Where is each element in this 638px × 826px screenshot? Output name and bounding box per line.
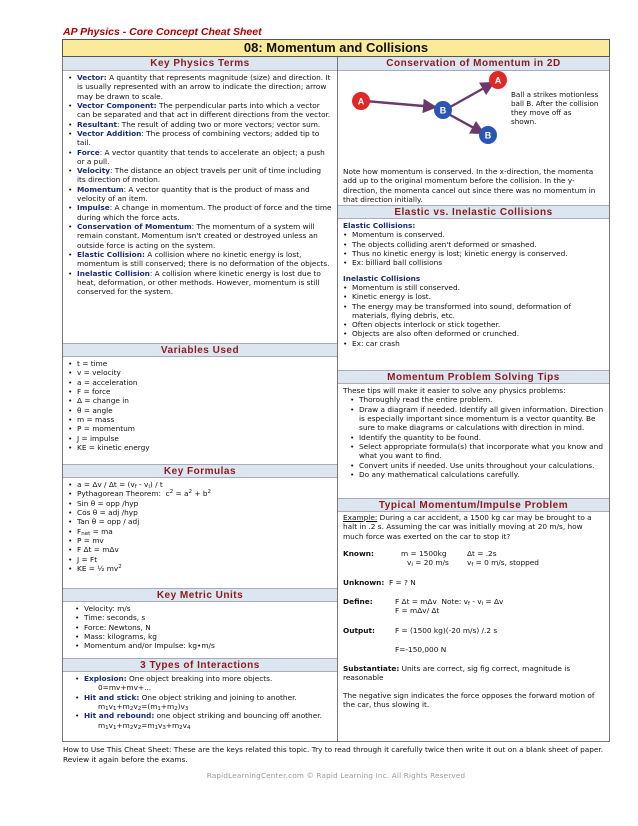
output-formula-2: F=-150,000 N bbox=[395, 644, 447, 654]
variable-item: • m = mass bbox=[68, 415, 332, 424]
elastic-section bbox=[338, 219, 609, 370]
elastic-list bbox=[343, 230, 604, 267]
interaction-item bbox=[75, 674, 332, 693]
tips-intro: These tips will make it easier to solve any physics problems: bbox=[343, 386, 566, 395]
elastic-label: Elastic Collisions: bbox=[343, 221, 416, 230]
output-label: Output: bbox=[343, 625, 375, 635]
define-label: Define: bbox=[343, 596, 373, 606]
app-title: AP Physics - Core Concept Cheat Sheet bbox=[63, 26, 262, 38]
content-grid bbox=[62, 57, 610, 742]
unknown-value: F = ? N bbox=[389, 577, 416, 587]
formula-item: • P = mv bbox=[68, 536, 332, 545]
elastic-label-text: Elastic Collisions bbox=[343, 221, 413, 230]
inelastic-item: • The energy may be transformed into sound, deformation of materials, flying debris, etc. bbox=[343, 302, 604, 321]
incoming-arrow bbox=[365, 101, 435, 107]
key-term-item bbox=[68, 203, 332, 222]
right-column bbox=[338, 57, 609, 741]
key-term: Momentum bbox=[77, 184, 124, 194]
key-term: Resultant bbox=[77, 119, 117, 129]
define-formula-1: F Δt = mΔv Note: $v_f - v_i = \Delta v$ bbox=[395, 596, 504, 607]
tips-header: Momentum Problem Solving Tips bbox=[338, 370, 609, 384]
spacer bbox=[343, 558, 395, 567]
variable-item: • θ = angle bbox=[68, 406, 332, 415]
interactions-list bbox=[68, 674, 332, 730]
known-row bbox=[343, 549, 604, 558]
known-mass: m = 1500kg bbox=[401, 548, 447, 558]
interaction-formula: $m_1v_1+m_2v_2=m_1v_3+m_2v_4$ bbox=[98, 720, 191, 731]
substantiate-label: Substantiate: bbox=[343, 664, 400, 674]
substantiate bbox=[343, 664, 604, 683]
known-initial-velocity: $v_i = 20$ m/s bbox=[407, 558, 449, 569]
define-formula-2: F = mΔv/ Δt bbox=[395, 606, 440, 616]
variable-item: • Δ = change in bbox=[68, 396, 332, 405]
interaction-term: Hit and rebound: bbox=[84, 711, 155, 721]
formulas-list bbox=[68, 480, 332, 573]
formula-item: • J = Ft bbox=[68, 555, 332, 564]
chapter-title: 08: Momentum and Collisions bbox=[62, 39, 610, 57]
tips-list bbox=[343, 395, 604, 479]
metric-units-section bbox=[63, 602, 337, 658]
formula-item: • $a = \Delta v / \Delta t = (v_f - v_i) / t$ bbox=[68, 480, 332, 489]
key-term-item bbox=[68, 222, 332, 250]
formulas-section bbox=[63, 478, 337, 588]
interaction-text: One object striking and joining to another. bbox=[139, 692, 297, 702]
key-term: Conservation of Momentum bbox=[77, 222, 192, 231]
problem-header: Typical Momentum/Impulse Problem bbox=[338, 498, 609, 512]
formula-item: • Tan θ = opp / adj bbox=[68, 517, 332, 526]
tip-item: • Thoroughly read the entire problem. bbox=[350, 395, 604, 404]
key-term: Vector: bbox=[77, 73, 107, 82]
variable-item: • F = force bbox=[68, 387, 332, 396]
key-term: Velocity bbox=[77, 166, 110, 176]
interaction-item bbox=[75, 693, 332, 712]
unknown-label: Unknown: bbox=[343, 577, 385, 587]
elastic-item: • Ex: billiard ball collisions bbox=[343, 258, 604, 267]
key-term-item bbox=[68, 185, 332, 204]
elastic-item: • Momentum is conserved. bbox=[343, 230, 604, 239]
variable-item: • KE = kinetic energy bbox=[68, 443, 332, 452]
metric-unit-item: • Time: seconds, s bbox=[75, 613, 332, 622]
key-term: Elastic Collision: bbox=[77, 249, 145, 259]
key-term-definition: : A change in momentum. The product of force and the time during which the force acts. bbox=[77, 203, 332, 222]
key-term-item bbox=[68, 73, 332, 101]
unknown-row bbox=[343, 578, 604, 587]
key-term-definition: A collision where no kinetic energy is lost, momentum is still conserved; there is no deformation of the objects. bbox=[77, 249, 330, 269]
collision-svg bbox=[343, 71, 513, 167]
key-term-definition: : The result of adding two or more vectors; vector sum. bbox=[116, 119, 321, 129]
key-term-definition: : A vector quantity that is the product of mass and velocity of an item. bbox=[77, 184, 310, 204]
metric-unit-item: • Force: Newtons, N bbox=[75, 623, 332, 632]
formula-item: • Sin θ = opp /hyp bbox=[68, 499, 332, 508]
key-term-definition: : A vector quantity that tends to accelerate an object; a push or a pull. bbox=[77, 147, 325, 166]
interaction-term: Hit and stick: bbox=[84, 692, 140, 702]
formula-item: • Pythagorean Theorem: $c^2 = a^2 + b^2$ bbox=[68, 489, 332, 498]
conclusion: The negative sign indicates the force opposes the forward motion of the car, thus slowing it. bbox=[343, 690, 595, 710]
interactions-header: 3 Types of Interactions bbox=[63, 658, 337, 672]
variables-section bbox=[63, 357, 337, 464]
interaction-text: One object breaking into more objects. bbox=[126, 674, 273, 683]
variable-item: • J = impulse bbox=[68, 434, 332, 443]
formula-item: • Cos θ = adj /hyp bbox=[68, 508, 332, 517]
substantiate-text: Units are correct, sig fig correct, magnitude is reasonable bbox=[343, 664, 571, 683]
variables-header: Variables Used bbox=[63, 343, 337, 357]
elastic-item: • Thus no kinetic energy is lost; kinetic energy is conserved. bbox=[343, 249, 604, 258]
define-row-2 bbox=[343, 606, 604, 615]
known-final-velocity: $v_f = 0$ m/s, stopped bbox=[467, 558, 539, 569]
output-result-row bbox=[343, 645, 604, 654]
key-term-definition: : A collision where kinetic energy is lost due to heat, deformation, or other methods. However, momentum is still conserved for the system. bbox=[77, 268, 321, 297]
known-time: Δt = .2s bbox=[467, 548, 497, 558]
key-term: Vector Addition bbox=[77, 128, 142, 138]
how-to-use-note: How to Use This Cheat Sheet: These are the keys related this topic. Try to read through it carefully twice then write it out on a blank sheet of paper. Review it again before the exams. bbox=[63, 745, 604, 764]
metric-units-list bbox=[68, 604, 332, 651]
key-term-item bbox=[68, 269, 332, 297]
example-text: During a car accident, a 1500 kg car may be brought to a halt in .2 s. Assuming the car was initially moving at 20 m/s, how much force was exerted on the car to stop it? bbox=[343, 513, 592, 541]
key-term-item bbox=[68, 129, 332, 148]
key-terms-section bbox=[63, 71, 337, 343]
diagram-caption: Ball a strikes motionless ball B. After the collision they move off as shown. bbox=[511, 90, 599, 126]
key-term-definition: : The distance an object travels per unit of time including its direction of motion. bbox=[77, 166, 322, 185]
spacer bbox=[343, 645, 395, 654]
ball-a-label: A bbox=[357, 96, 365, 107]
formula-item: • F Δt = mΔv bbox=[68, 545, 332, 554]
ball-a-final-label: A bbox=[494, 75, 502, 86]
inelastic-item: • Kinetic energy is lost. bbox=[343, 292, 604, 301]
interaction-term: Explosion: bbox=[84, 674, 127, 683]
inelastic-item: • Momentum is still conserved. bbox=[343, 283, 604, 292]
key-term-definition: A quantity that represents magnitude (size) and direction. It is usually represented with an arrow to indicate the direction; arrow may be drawn to scale. bbox=[77, 73, 331, 101]
key-term: Vector Component: bbox=[77, 100, 157, 110]
inelastic-label: Inelastic Collisions bbox=[343, 273, 421, 283]
key-term-item bbox=[68, 148, 332, 167]
key-term: Impulse bbox=[77, 203, 110, 213]
formula-item: • KE = ½ $mv^2$ bbox=[68, 564, 332, 573]
formulas-header: Key Formulas bbox=[63, 464, 337, 478]
interactions-section bbox=[63, 672, 337, 741]
spacer bbox=[343, 606, 395, 615]
variable-item: • t = time bbox=[68, 359, 332, 368]
key-term-item bbox=[68, 120, 332, 129]
variable-item: • P = momentum bbox=[68, 424, 332, 433]
output-formula-1: F = (1500 kg)(-20 m/s) /.2 s bbox=[395, 625, 498, 635]
tip-item: • Convert units if needed. Use units throughout your calculations. bbox=[350, 461, 604, 470]
key-term-definition: : The momentum of a system will remain constant. Momentum isn't created or destroyed unless an outside force is acting on the system. bbox=[77, 222, 318, 250]
ball-b-final-label: B bbox=[484, 130, 492, 141]
key-terms-header: Key Physics Terms bbox=[63, 57, 337, 71]
tips-section bbox=[338, 384, 609, 498]
define-row bbox=[343, 597, 604, 606]
conservation-section bbox=[338, 71, 609, 205]
variables-list bbox=[68, 359, 332, 452]
inelastic-item: • Often objects interlock or stick together. bbox=[343, 320, 604, 329]
output-row bbox=[343, 626, 604, 635]
variable-item: • v = velocity bbox=[68, 368, 332, 377]
formula-item: • $F_{net}$ = ma bbox=[68, 527, 332, 536]
key-term-definition: : The process of combining vectors; added tip to tail. bbox=[77, 128, 320, 148]
conservation-header: Conservation of Momentum in 2D bbox=[338, 57, 609, 71]
elastic-item: • The objects colliding aren't deformed or smashed. bbox=[343, 240, 604, 249]
variable-item: • a = acceleration bbox=[68, 378, 332, 387]
metric-units-header: Key Metric Units bbox=[63, 588, 337, 602]
key-term-item bbox=[68, 101, 332, 120]
key-term-definition: The perpendicular parts into which a vector can be separated and that act in different directions from the vector. bbox=[77, 100, 331, 120]
interaction-formula: 0=mv+mv+... bbox=[98, 683, 152, 693]
example-label: Example: bbox=[343, 513, 378, 522]
tip-item: • Identify the quantity to be found. bbox=[350, 433, 604, 442]
key-term-item bbox=[68, 166, 332, 185]
key-term-item bbox=[68, 250, 332, 269]
collision-diagram bbox=[343, 71, 604, 167]
key-term: Force bbox=[77, 147, 100, 157]
elastic-header: Elastic vs. Inelastic Collisions bbox=[338, 205, 609, 219]
key-term: Inelastic Collision bbox=[77, 268, 150, 278]
left-column bbox=[63, 57, 338, 741]
metric-unit-item: • Mass: kilograms, kg bbox=[75, 632, 332, 641]
tip-item: • Select appropriate formula(s) that incorporate what you know and what you want to find. bbox=[350, 442, 604, 461]
tip-item: • Do any mathematical calculations carefully. bbox=[350, 470, 604, 479]
inelastic-item: • Objects are also often deformed or crunched. bbox=[343, 329, 604, 338]
known-label: Known: bbox=[343, 548, 374, 558]
copyright-credit: RapidLearningCenter.com © Rapid Learning Inc. All Rights Reserved bbox=[206, 770, 466, 780]
key-terms-list bbox=[68, 73, 332, 297]
tip-item: • Draw a diagram if needed. Identify all given information. Direction is especially important since momentum is a vector quantity. Be sure to make diagrams or calculations with direction in mind. bbox=[350, 405, 604, 433]
ball-b-label: B bbox=[439, 105, 447, 116]
interaction-item bbox=[75, 711, 332, 730]
metric-unit-item: • Momentum and/or Impulse: kg•m/s bbox=[75, 641, 332, 650]
metric-unit-item: • Velocity: m/s bbox=[75, 604, 332, 613]
inelastic-list bbox=[343, 283, 604, 348]
inelastic-item: • Ex: car crash bbox=[343, 339, 604, 348]
conservation-note: Note how momentum is conserved. In the x-direction, the momenta add up to the original momentum before the collision. In the y-direction, the momenta cancel out since there was no momentum in that direction initially. bbox=[343, 167, 596, 204]
problem-section bbox=[338, 512, 609, 741]
known-velocity-row bbox=[343, 558, 604, 567]
problem-example bbox=[343, 513, 604, 541]
cheat-sheet bbox=[62, 26, 610, 780]
interaction-text: one object striking and bouncing off another. bbox=[154, 711, 322, 721]
interaction-formula: $m_1v_1+m_2v_2=(m_1+m_2)v_3$ bbox=[98, 701, 189, 712]
